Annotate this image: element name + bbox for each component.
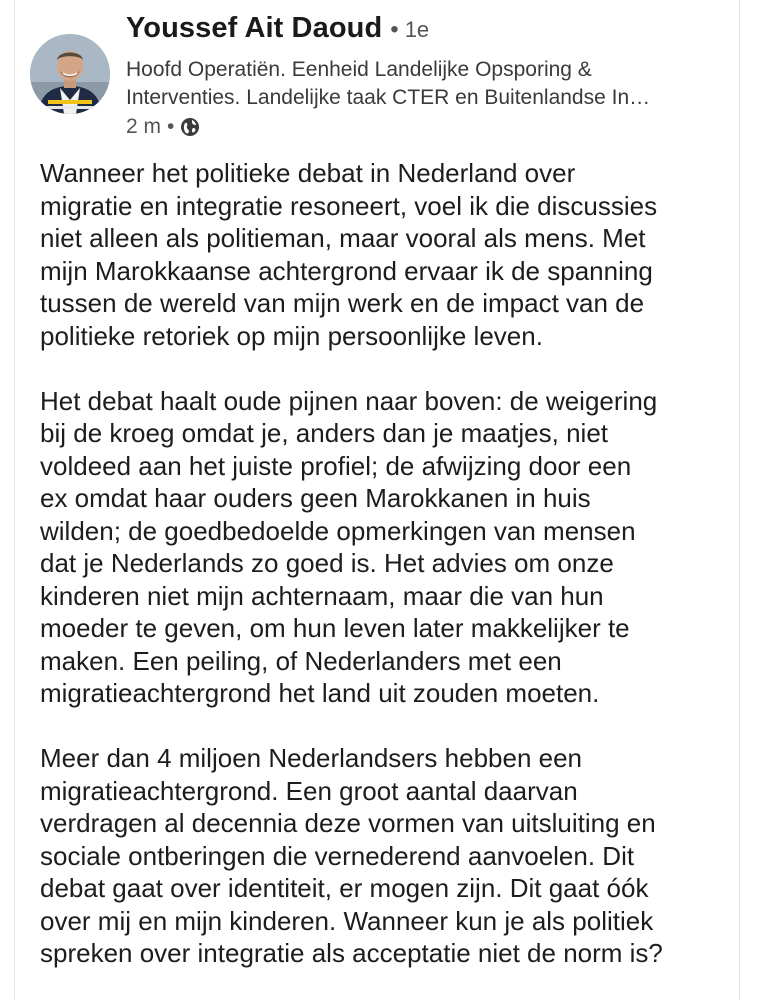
text-line: over mij en mijn kinderen. Wanneer kun je als politiek — [40, 905, 654, 936]
text-line: migratie en integratie resoneert, voel ik die discussies — [40, 190, 658, 221]
globe-icon — [180, 117, 200, 137]
text-line: migratieachtergrond het land uit zouden moeten. — [40, 678, 600, 708]
avatar-photo — [30, 34, 110, 114]
post-header — [126, 12, 736, 142]
meta-separator: • — [167, 115, 175, 138]
post-body — [40, 157, 740, 1002]
text-line: verdragen al decennia deze vormen van uitsluiting en — [40, 808, 656, 838]
text-line: bij de kroeg omdat je, anders dan je maatjes, niet — [40, 418, 609, 448]
text-line: Wanneer het politieke debat in Nederland over — [40, 158, 576, 188]
headline-line: Hoofd Operatiën. Eenheid Landelijke Opsporing & — [126, 58, 592, 81]
text-line: wilden; de goedbedoelde opmerkingen van mensen — [40, 515, 636, 546]
text-line: migratieachtergrond. Een groot aantal daarvan — [40, 775, 578, 806]
post-time: 2 m — [126, 115, 162, 138]
text-line: kinderen niet mijn achternaam, maar die van hun — [40, 580, 604, 611]
text-line: politieke retoriek op mijn persoonlijke leven. — [40, 320, 543, 351]
author-name[interactable]: Youssef Ait Daoud — [126, 12, 383, 44]
text-line: debat gaat over identiteit, er mogen zijn. Dit gaat óók — [40, 873, 649, 903]
text-line: voldeed aan het juiste profiel; de afwijzing door een — [40, 450, 632, 481]
post-paragraph-2 — [40, 385, 740, 710]
text-line: moeder te geven, om hun leven later makkelijker te — [40, 613, 630, 643]
card-border-left — [14, 0, 15, 1000]
text-line: tussen de wereld van mijn werk en de impact van de — [40, 288, 645, 318]
text-line: dat je Nederlands zo goed is. Het advies om onze — [40, 548, 614, 578]
author-avatar[interactable] — [30, 34, 110, 114]
headline-line: Interventies. Landelijke taak CTER en Buitenlandse In… — [126, 86, 651, 109]
text-line: Het debat haalt oude pijnen naar boven: de weigering — [40, 385, 658, 416]
post-paragraph-1 — [40, 157, 740, 352]
post-paragraph-3 — [40, 742, 740, 970]
author-headline — [126, 56, 726, 112]
post-meta — [126, 112, 736, 142]
text-line: maken. Een peiling, of Nederlanders met een — [40, 645, 562, 676]
text-line: niet alleen als politieman, maar vooral als mens. Met — [40, 223, 646, 253]
text-line: sociale ontberingen die vernederend aanvoelen. Dit — [40, 840, 635, 871]
author-name-row — [126, 12, 736, 52]
text-line: Meer dan 4 miljoen Nederlandsers hebben een — [40, 743, 583, 773]
text-line: ex omdat haar ouders geen Marokkanen in huis — [40, 483, 591, 513]
connection-degree: 1e — [404, 17, 430, 42]
text-line: mijn Marokkaanse achtergrond ervaar ik de spanning — [40, 255, 653, 286]
text-line: spreken over integratie als acceptatie niet de norm is? — [40, 938, 663, 968]
name-separator: • — [390, 16, 399, 43]
